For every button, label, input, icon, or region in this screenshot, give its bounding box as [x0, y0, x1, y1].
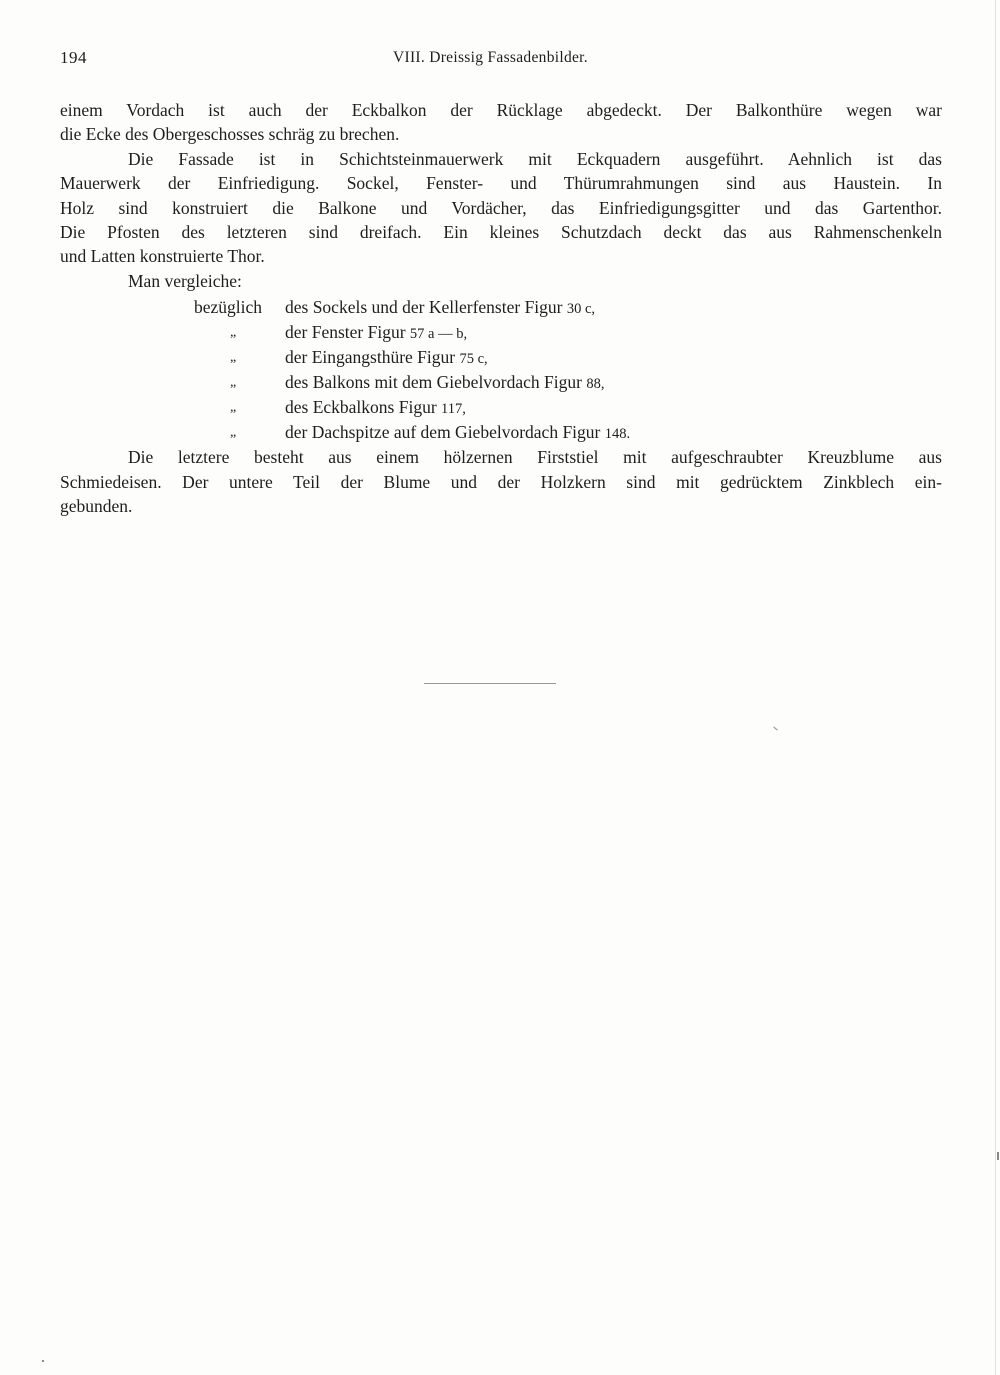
- body-text: [60, 98, 942, 518]
- comparison-item: [60, 395, 942, 420]
- text-line: einem Vordach ist auch der Eckbalkon der Rücklage abgedeckt. Der Balkonthüre wegen war: [60, 100, 942, 120]
- comparison-text: des Sockels und der Kellerfenster Figur: [285, 297, 567, 318]
- figure-ref: 117,: [441, 401, 466, 418]
- running-head: VIII. Dreissig Fassadenbilder.: [393, 49, 588, 66]
- figure-ref: 30 c,: [566, 301, 596, 318]
- scan-speck: [773, 727, 777, 731]
- text-line: Die Pfosten des letzteren sind dreifach. Ein kleines Schutzdach deckt das aus Rahmenschenkeln: [60, 221, 942, 242]
- comparison-text: der Fenster Figur: [285, 322, 410, 343]
- page-edge: [995, 0, 996, 1375]
- comparison-item: [60, 370, 942, 395]
- text-line: Die letztere besteht aus einem hölzernen Firststiel mit aufgeschraubter Kreuzblume aus: [128, 447, 942, 468]
- comparison-lead: bezüglich: [194, 297, 263, 318]
- text-line: Schmiedeisen. Der untere Teil der Blume und der Holzkern sind mit gedrücktem Zinkblech ein-: [60, 471, 942, 492]
- scan-speck: [997, 1152, 999, 1160]
- comparison-text: der Dachspitze auf dem Giebelvordach Figur: [285, 422, 605, 443]
- paragraph-facade: [60, 147, 942, 269]
- ditto-mark: „: [230, 350, 237, 366]
- ditto-mark: „: [230, 400, 237, 416]
- comparison-item: [60, 320, 942, 345]
- figure-ref: 75 c,: [459, 351, 488, 368]
- page-header: [60, 48, 940, 74]
- text-line: Mauerwerk der Einfriedigung. Sockel, Fenster- und Thürumrahmungen sind aus Haustein. In: [60, 173, 942, 194]
- comparison-item: [60, 420, 942, 445]
- paragraph-finial: [60, 445, 942, 518]
- text-line: Die Fassade ist in Schichtsteinmauerwerk mit Eckquadern ausgeführt. Aehnlich ist das: [128, 148, 942, 169]
- scan-speck: [42, 1360, 44, 1362]
- comparison-item: [60, 345, 942, 370]
- comparison-list: [60, 295, 942, 445]
- text-line: gebunden.: [60, 495, 133, 516]
- figure-ref: 148.: [604, 426, 631, 443]
- text-line: Holz sind konstruiert die Balkone und Vordächer, das Einfriedigungsgitter und das Gartenthor.: [60, 197, 942, 218]
- page-number: 194: [60, 48, 87, 67]
- comparison-item: [60, 295, 942, 320]
- comparison-text: der Eingangsthüre Figur: [285, 347, 460, 368]
- section-divider: [424, 683, 556, 684]
- comparison-text: des Balkons mit dem Giebelvordach Figur: [285, 372, 587, 393]
- figure-ref: 57 a — b,: [409, 326, 468, 343]
- ditto-mark: „: [230, 325, 237, 341]
- ditto-mark: „: [230, 425, 237, 441]
- figure-ref: 88,: [586, 376, 605, 393]
- text-line: und Latten konstruierte Thor.: [60, 246, 265, 267]
- compare-intro: Man vergleiche:: [128, 270, 242, 291]
- text-line: die Ecke des Obergeschosses schräg zu brechen.: [60, 124, 400, 145]
- comparison-text: des Eckbalkons Figur: [285, 397, 442, 418]
- ditto-mark: „: [230, 375, 237, 391]
- paragraph-continuation: [60, 98, 942, 147]
